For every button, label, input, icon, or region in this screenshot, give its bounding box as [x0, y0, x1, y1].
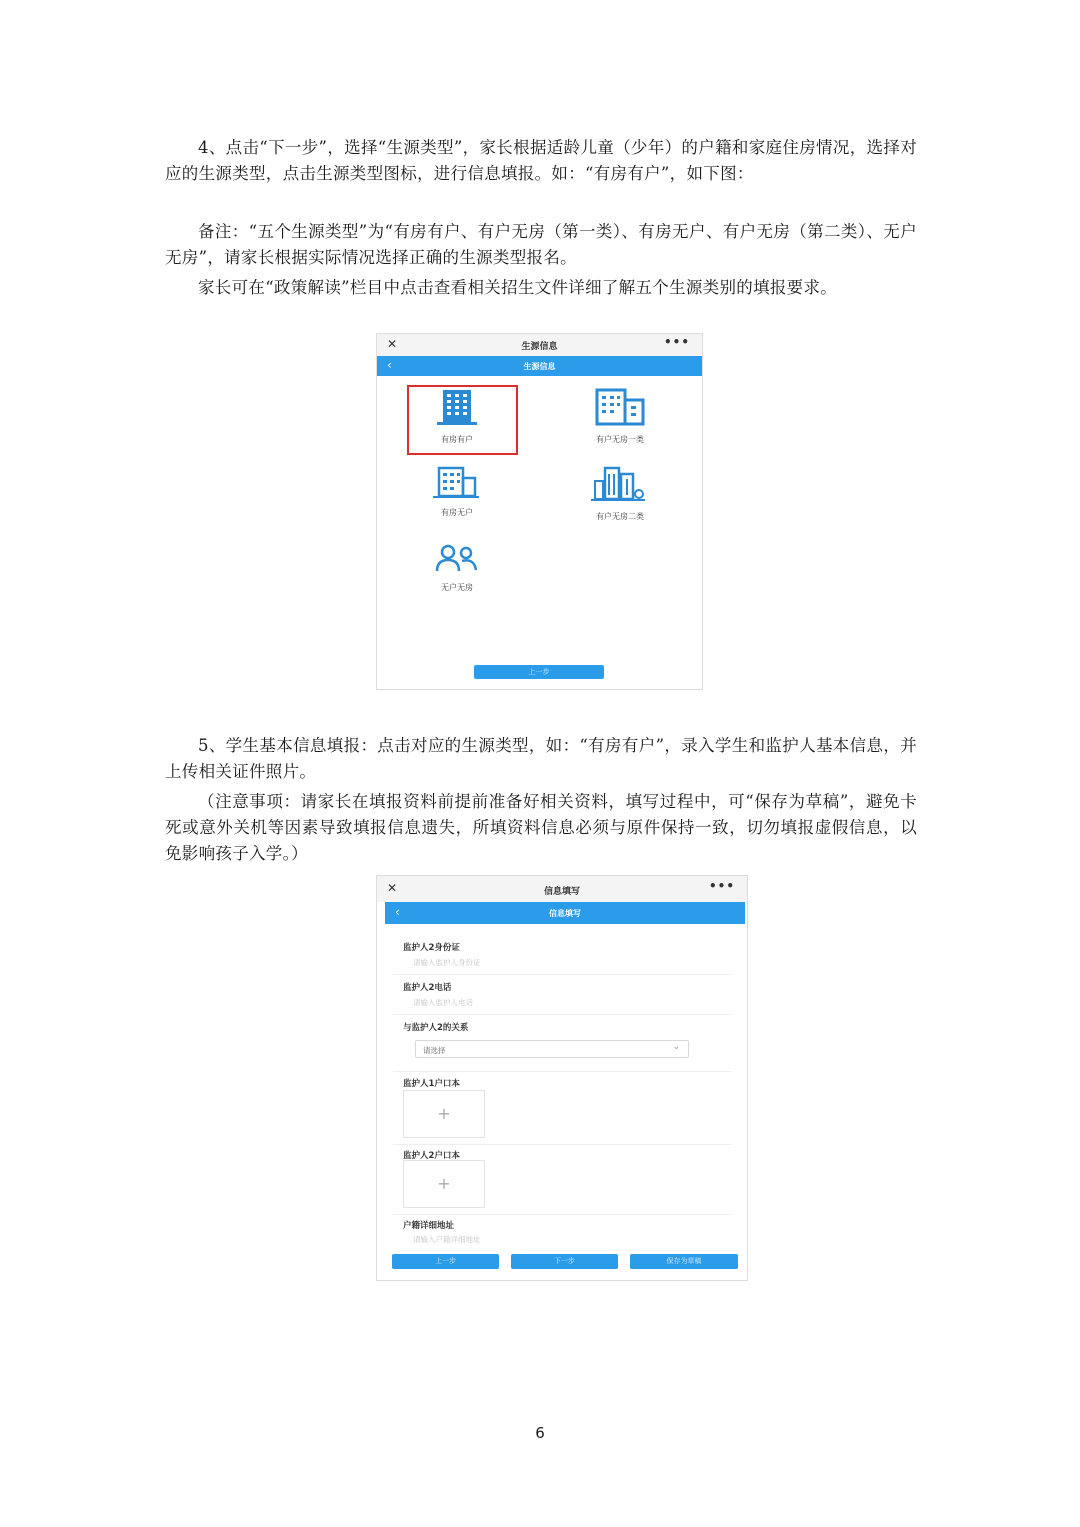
small-building-icon [429, 465, 485, 499]
header-title: 信息填写 [549, 909, 581, 918]
prev-step-button[interactable]: 上一步 [392, 1254, 499, 1269]
guardian1-hukou-upload[interactable] [403, 1090, 485, 1138]
plus-icon: + [437, 1104, 451, 1123]
close-icon[interactable]: ✕ [387, 881, 398, 895]
guardian2-phone-input[interactable]: 请输入监护人电话 [413, 998, 473, 1007]
source-type-label: 有户无房一类 [596, 435, 644, 444]
plus-icon: + [437, 1174, 451, 1193]
back-icon[interactable]: ‹ [395, 905, 400, 919]
guardian2-phone-label: 监护人2电话 [403, 983, 452, 993]
source-type-no-hukou-no-house[interactable] [402, 544, 512, 593]
save-draft-button[interactable]: 保存为草稿 [630, 1254, 738, 1269]
header-bar [385, 902, 745, 924]
divider [393, 1214, 731, 1215]
guardian1-hukou-label: 监护人1户口本 [403, 1079, 460, 1089]
source-type-label: 无户无房 [441, 583, 473, 592]
divider [393, 1014, 731, 1015]
header-title: 生源信息 [523, 362, 556, 371]
step4-paragraph: 4、点击“下一步”，选择“生源类型”，家长根据适龄儿童（少年）的户籍和家庭住房情况，选择对应的生源类型，点击生源类型图标，进行信息填报。如：“有房有户”，如下图： [165, 138, 917, 183]
back-icon[interactable]: ‹ [387, 358, 392, 372]
divider [393, 1144, 731, 1145]
guardian2-id-label: 监护人2身份证 [403, 943, 460, 953]
divider [393, 1071, 731, 1072]
caution-paragraph: （注意事项：请家长在填报资料前提前准备好相关资料，填写过程中，可“保存为草稿”，避免卡死或意外关机等因素导致填报信息遗失，所填资料信息必须与原件保持一致，切勿填报虚假信息，以免影响孩子入学。） [165, 792, 917, 863]
relation-label: 与监护人2的关系 [403, 1023, 469, 1033]
info-form-screenshot [376, 875, 748, 1281]
address-input[interactable]: 请输入户籍详细地址 [413, 1235, 481, 1244]
city-buildings-icon [585, 465, 655, 503]
guardian2-hukou-upload[interactable] [403, 1160, 485, 1208]
guardian2-id-input[interactable]: 请输入监护人身份证 [413, 958, 481, 967]
apartment-building-icon [585, 388, 655, 426]
people-icon [434, 544, 480, 574]
window-title-bar [377, 876, 747, 902]
page-number: 6 [535, 1424, 545, 1442]
window-title: 信息填写 [543, 887, 580, 897]
source-type-own-house-hukou[interactable] [402, 388, 512, 445]
source-type-hukou-no-house-1[interactable] [565, 388, 675, 445]
source-type-label: 有户无房二类 [596, 512, 644, 521]
relation-select[interactable] [415, 1040, 689, 1058]
divider [393, 974, 731, 975]
guardian2-hukou-label: 监护人2户口本 [403, 1151, 460, 1161]
window-title-bar [377, 334, 702, 356]
office-building-icon [433, 388, 481, 426]
more-icon[interactable]: ••• [663, 335, 690, 349]
prev-step-button[interactable]: 上一步 [474, 665, 604, 679]
source-type-house-no-hukou[interactable] [402, 465, 512, 518]
close-icon[interactable]: ✕ [387, 337, 398, 351]
next-step-button[interactable]: 下一步 [511, 1254, 618, 1269]
address-label: 户籍详细地址 [403, 1221, 455, 1231]
source-type-label: 有房有户 [441, 435, 473, 444]
student-source-screenshot [376, 333, 703, 690]
source-type-label: 有房无户 [441, 508, 473, 517]
window-title: 生源信息 [521, 342, 558, 352]
chevron-down-icon: ⌄ [672, 1042, 680, 1052]
more-icon[interactable]: ••• [708, 879, 735, 893]
source-type-hukou-no-house-2[interactable] [565, 465, 675, 522]
header-bar [377, 356, 702, 376]
step5-paragraph: 5、学生基本信息填报：点击对应的生源类型，如：“有房有户”，录入学生和监护人基本信息，并上传相关证件照片。 [165, 736, 917, 781]
policy-paragraph: 家长可在“政策解读”栏目中点击查看相关招生文件详细了解五个生源类别的填报要求。 [198, 278, 838, 297]
note-paragraph: 备注：“五个生源类型”为“有房有户、有户无房（第一类）、有房无户、有户无房（第二类）、无户无房”，请家长根据实际情况选择正确的生源类型报名。 [165, 222, 917, 267]
relation-select-value: 请选择 [423, 1046, 446, 1055]
